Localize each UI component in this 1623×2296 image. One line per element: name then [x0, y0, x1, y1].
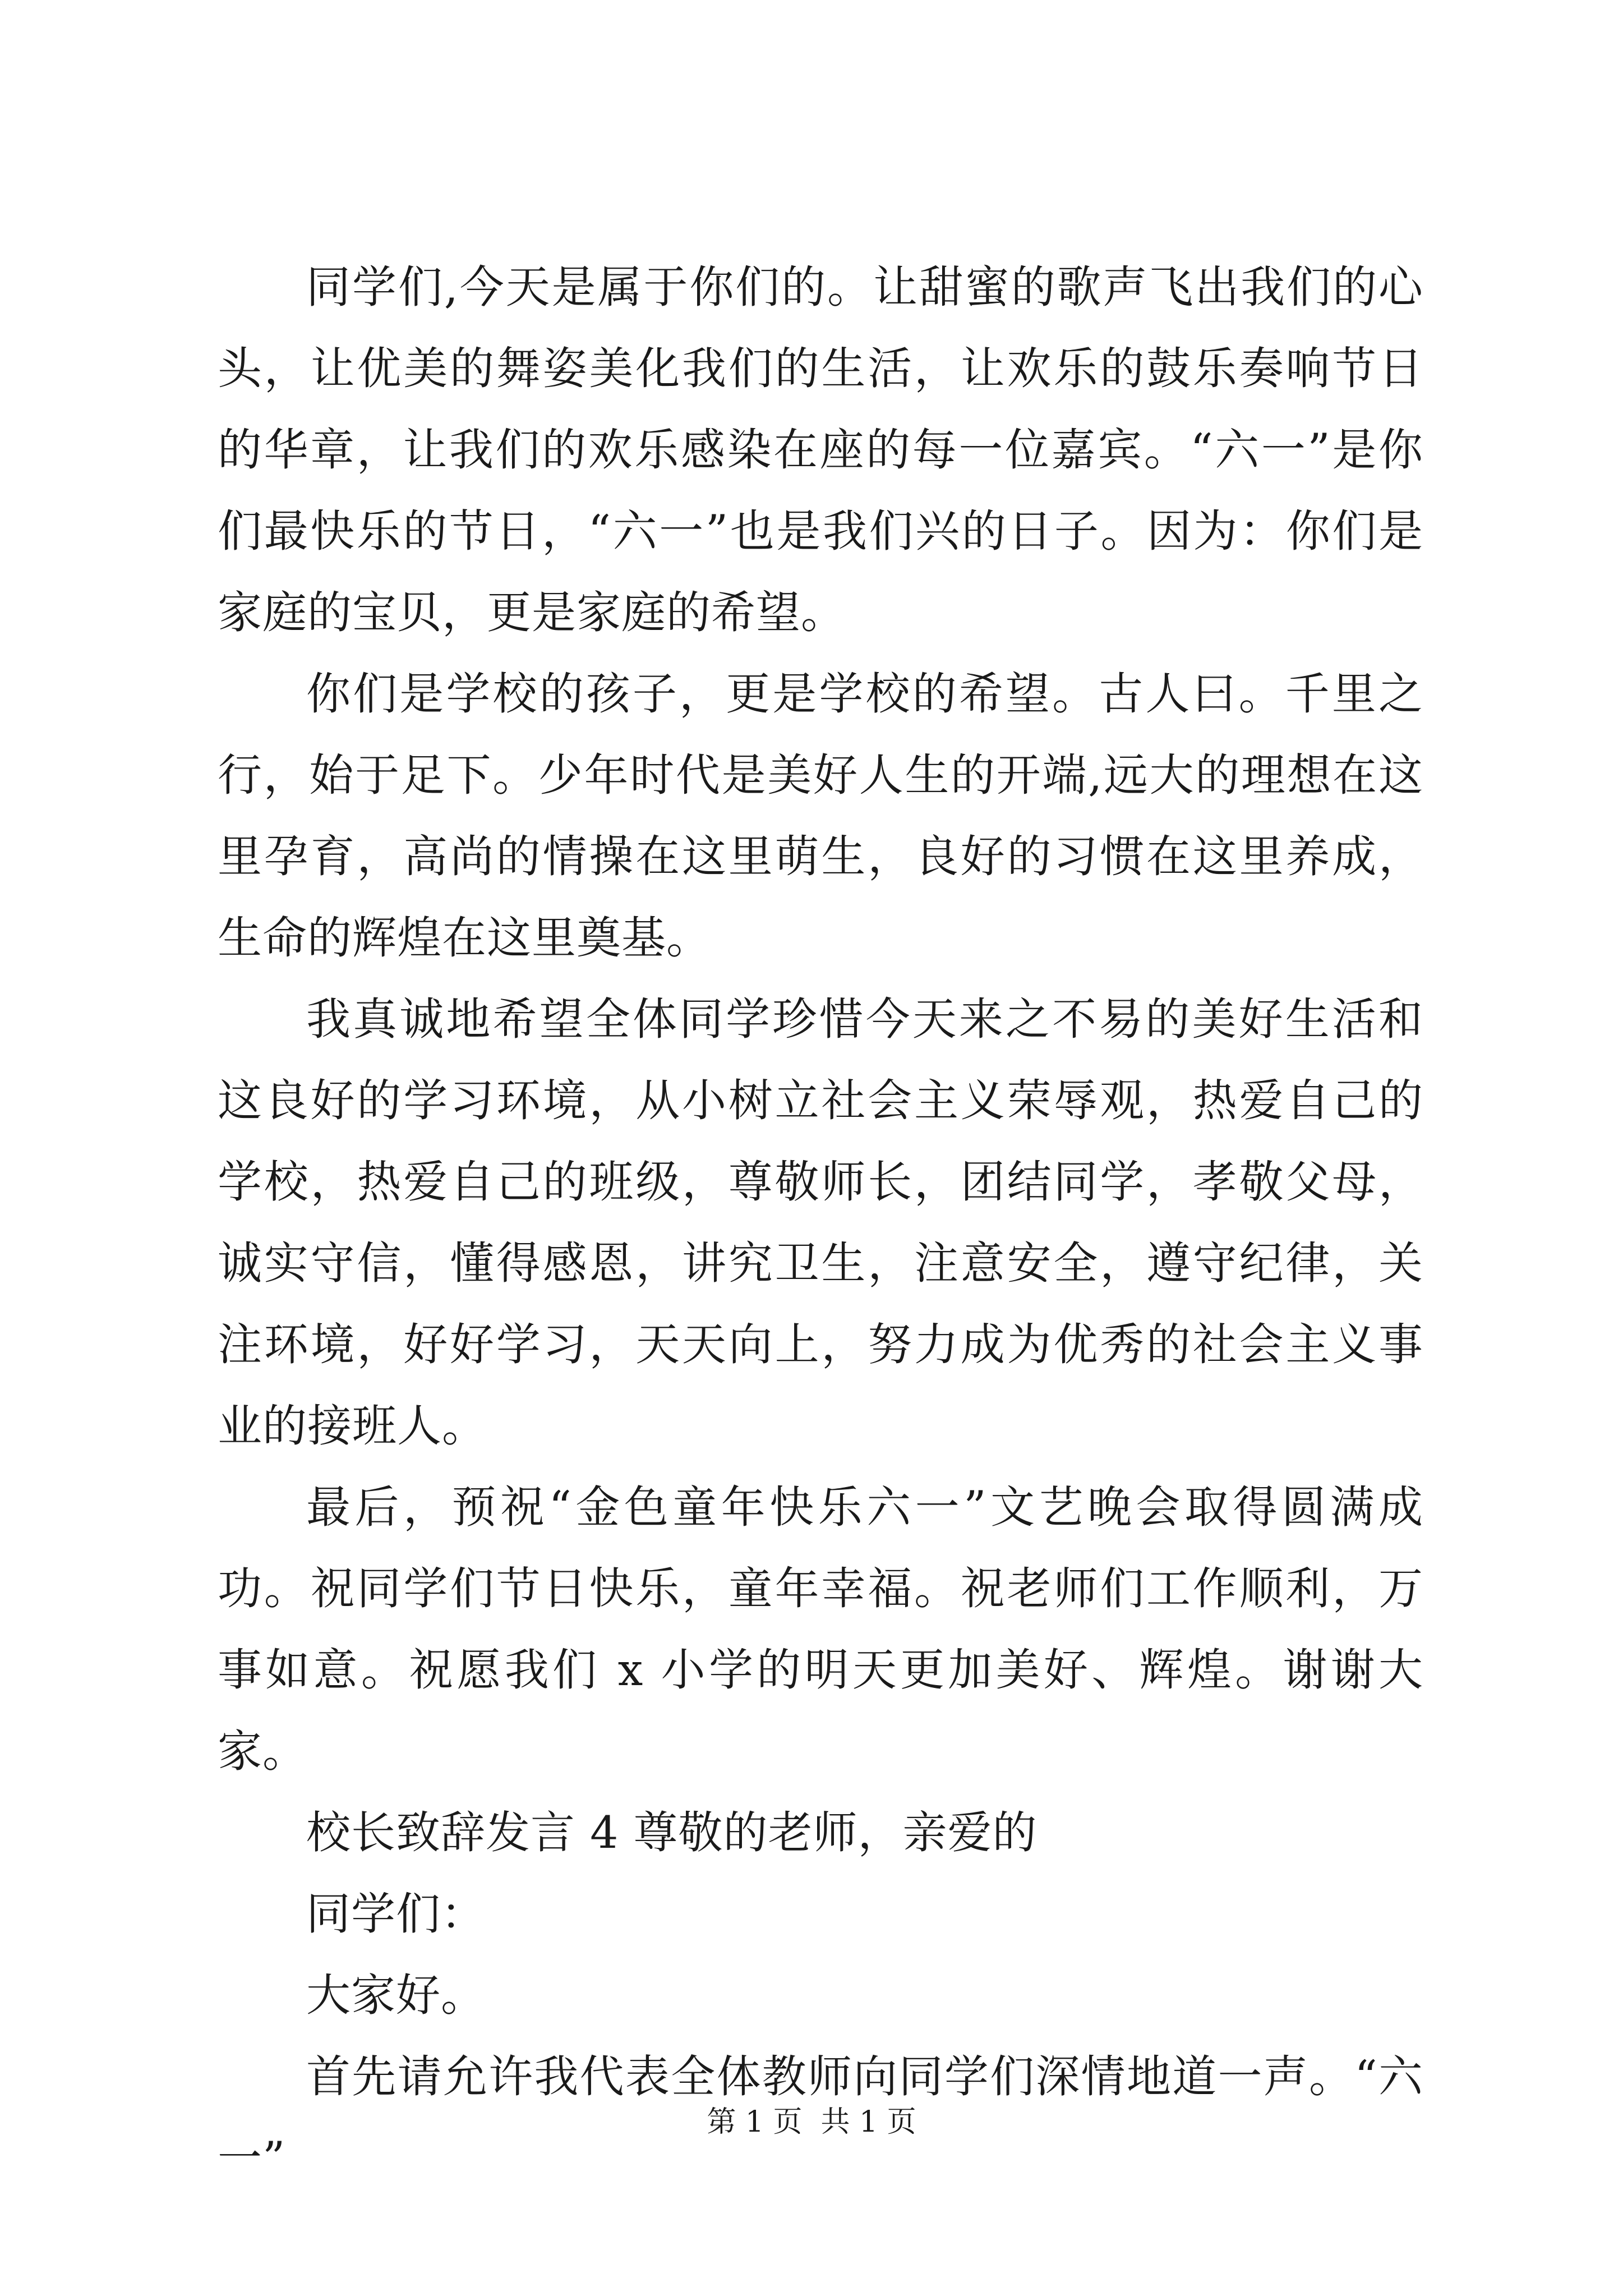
page-footer: [0, 2102, 1623, 2142]
paragraph-1: 同学们,今天是属于你们的。让甜蜜的歌声飞出我们的心头，让优美的舞姿美化我们的生活，让欢乐的鼓乐奏响节日的华章，让我们的欢乐感染在座的每一位嘉宾。“六一”是你们最快乐的节日，“六一”也是我们兴的日子。因为：你们是家庭的宝贝，更是家庭的希望。: [218, 261, 1423, 638]
paragraph-3: 我真诚地希望全体同学珍惜今天来之不易的美好生活和这良好的学习环境，从小树立社会主义荣辱观，热爱自己的学校，热爱自己的班级，尊敬师长，团结同学，孝敬父母，诚实守信，懂得感恩，讲究卫生，注意安全，遵守纪律，关注环境，好好学习，天天向上，努力成为优秀的社会主义事业的接班人。: [218, 993, 1423, 1452]
salutation-line: 同学们：: [306, 1888, 486, 1940]
paragraph-4: 最后，预祝“金色童年快乐六一”文艺晚会取得圆满成功。祝同学们节日快乐，童年幸福。祝老师们工作顺利，万事如意。祝愿我们 x 小学的明天更加美好、辉煌。谢谢大家。: [218, 1481, 1423, 1777]
page-number-label: 第 1 页 共 1 页: [707, 2105, 916, 2139]
paragraph-opening: 首先请允许我代表全体教师向同学们深情地道一声。“六一”: [218, 2051, 1423, 2184]
speech-title-line: 校长致辞发言 4 尊敬的老师，亲爱的: [306, 1807, 1038, 1858]
document-body: [218, 247, 1423, 2199]
paragraph-2: 你们是学校的孩子，更是学校的希望。古人曰。千里之行，始于足下。少年时代是美好人生的开端,远大的理想在这里孕育，高尚的情操在这里萌生，良好的习惯在这里养成，生命的辉煌在这里奠基。: [218, 668, 1423, 964]
greeting-line: 大家好。: [306, 1970, 486, 2021]
